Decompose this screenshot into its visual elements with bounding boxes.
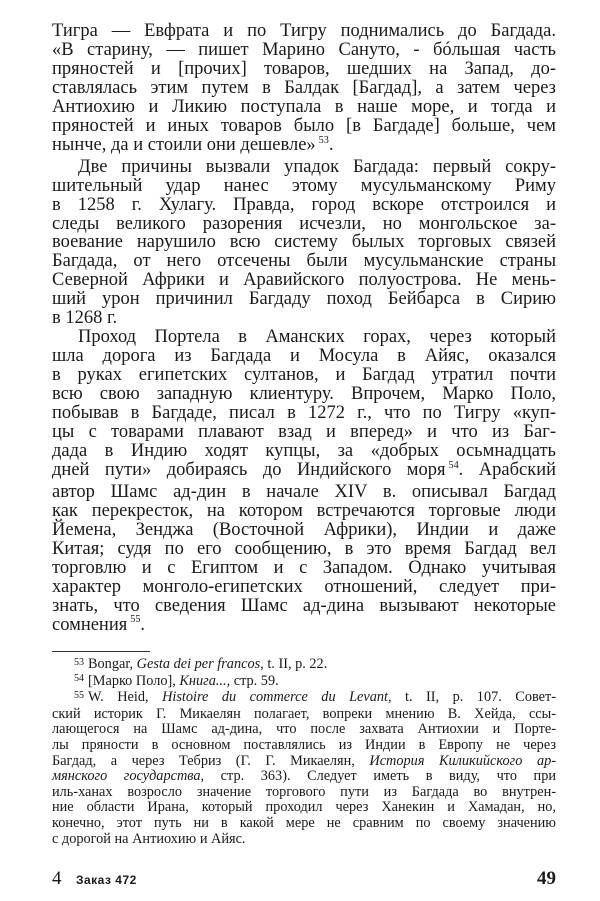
text-line xyxy=(52,41,556,60)
text-line xyxy=(52,442,556,461)
text-line xyxy=(52,60,556,79)
text-line xyxy=(52,328,556,347)
text-run: лы пряности в основном поставлялись из Индии в Европу не через xyxy=(52,736,556,753)
text-run: конечно, этот путь ни в какой мере не сравним по своему значению xyxy=(52,814,556,831)
footnote xyxy=(52,674,556,691)
text-run: иль-ханах возросло значение торгового пути из Багдада во внутрен- xyxy=(52,783,556,800)
text-line xyxy=(52,754,556,770)
text-run: пряностей и [прочих] товаров, шедших на Запад, до- xyxy=(52,58,556,79)
text-run: ший урон причинил Багдаду поход Бейбарса в Сирию xyxy=(52,289,556,310)
printer-signature xyxy=(52,868,137,890)
italic-title: История Киликийского ар- xyxy=(369,752,556,769)
text-run: побывав в Багдаде, писал в 1272 г., что по Тигру «куп- xyxy=(52,403,556,424)
text-line xyxy=(52,769,556,785)
text-line xyxy=(52,233,556,252)
text-line xyxy=(52,271,556,290)
text-line xyxy=(52,578,556,597)
text-run: с дорогой на Антиохию и Айяс. xyxy=(52,830,246,847)
text-run: t. II, p. 22. xyxy=(263,656,328,672)
text-line xyxy=(52,690,556,707)
text-line xyxy=(52,290,556,309)
text-run: характер монголо-египетских отношений, следует при- xyxy=(52,576,556,597)
footnote-reference: 54 xyxy=(448,459,459,471)
text-run: ский историк Г. Микаелян полагает, вопреки мнению В. Хейда, ссы- xyxy=(52,705,556,722)
footnote-reference: 55 xyxy=(74,689,84,701)
text-line xyxy=(52,385,556,404)
text-line xyxy=(52,800,556,816)
text-run: [Марко Поло], xyxy=(88,672,180,689)
text-line xyxy=(52,215,556,234)
text-run: ставлялась этим путем в Балдак [Багдад], а затем через xyxy=(52,77,556,98)
text-run: «В старину, — пишет Марино Сануто, - бóльшая часть xyxy=(52,39,556,60)
text-run: Две причины вызвали упадок Багдада: первый сокру- xyxy=(78,156,556,177)
italic-title: Gesta dei per francos, xyxy=(136,656,264,672)
text-run: Китая; судя по его сообщению, в это время Багдад вел xyxy=(52,538,556,559)
footnote xyxy=(52,690,556,847)
text-line xyxy=(52,674,556,691)
text-run: Багдад, а через Тебриз (Г. Г. Микаелян, xyxy=(52,752,370,769)
text-line xyxy=(52,540,556,559)
text-line xyxy=(52,98,556,117)
text-line xyxy=(52,483,556,502)
page-number: 49 xyxy=(537,868,556,889)
text-run: торговлю и с Египтом и с Западом. Однако учитывая xyxy=(52,557,556,578)
text-line xyxy=(52,22,556,41)
text-run: цы с товарами плавают взад и вперед» и что из Баг- xyxy=(52,422,556,443)
text-run: . xyxy=(328,134,334,155)
text-line xyxy=(52,597,556,616)
text-line xyxy=(52,252,556,271)
text-line xyxy=(52,347,556,366)
text-run: шительный удар нанес этому мусульманскому Риму xyxy=(52,175,556,196)
text-line xyxy=(52,158,556,177)
text-line xyxy=(52,177,556,196)
text-line xyxy=(52,707,556,723)
text-line xyxy=(52,461,556,483)
text-run: . xyxy=(140,614,146,635)
italic-title: Книга..., xyxy=(179,672,231,689)
italic-title: мянского государства, xyxy=(52,768,205,785)
text-run: Йемена, Зенджа (Восточной Африки), Индии и даже xyxy=(52,519,556,540)
text-run: в 1268 г. xyxy=(52,308,118,329)
footnote-separator xyxy=(52,651,150,652)
text-run: ние области Ирана, который проходил через Ханекин и Хамадан, но, xyxy=(52,799,556,816)
text-line xyxy=(52,366,556,385)
text-run: Багдада, от него отсечены были мусульманские страны xyxy=(52,251,556,272)
text-run: Тигра — Евфрата и по Тигру поднимались до Багдада. xyxy=(52,21,556,41)
text-line xyxy=(52,423,556,442)
footnote-reference: 53 xyxy=(74,656,84,668)
text-line xyxy=(52,117,556,136)
text-line xyxy=(52,521,556,540)
text-line xyxy=(52,657,556,674)
text-line xyxy=(52,816,556,832)
text-run: Проход Портела в Аманских горах, через который xyxy=(78,327,556,348)
text-line xyxy=(52,722,556,738)
text-run: знать, что сведения Шамс ад-дина вызывают некоторые xyxy=(52,595,556,616)
text-run: Антиохию и Ликию поступала в наше море, и тогда и xyxy=(52,96,556,117)
body-text xyxy=(52,22,556,638)
text-run: нынче, да и стоили они дешевле» xyxy=(52,134,316,155)
footnotes xyxy=(52,657,556,847)
text-run: . Арабский xyxy=(458,459,557,480)
text-run: воевание нарушило всю систему былых торговых связей xyxy=(52,232,556,253)
text-run: Северной Африки и Аравийского полуострова. Не мень- xyxy=(52,270,556,291)
footnote xyxy=(52,657,556,674)
footnote-reference: 53 xyxy=(318,134,329,146)
text-run: как перекресток, на котором встречаются торговые люди xyxy=(52,500,556,521)
text-line xyxy=(52,309,556,328)
paragraph xyxy=(52,328,556,637)
text-run: шла дорога из Багдада и Мосула в Айяс, оказался xyxy=(52,346,556,367)
italic-title: Histoire du commerce du Levant, xyxy=(162,689,392,706)
paragraph xyxy=(52,22,556,158)
paragraph xyxy=(52,158,556,329)
text-line xyxy=(52,136,556,158)
text-line xyxy=(52,196,556,215)
text-run: стр. 363). Следует иметь в виду, что при xyxy=(204,768,556,785)
text-run: всю свою западную клиентуру. Впрочем, Марко Поло, xyxy=(52,384,556,405)
text-line xyxy=(52,502,556,521)
text-run: пряностей и иных товаров было [в Багдаде] больше, чем xyxy=(52,115,556,136)
text-run: t. II, p. 107. Совет- xyxy=(391,689,556,706)
footnote-reference: 55 xyxy=(130,614,141,626)
order-number: Заказ 472 xyxy=(75,873,137,887)
text-run: в 1258 г. Хулагу. Правда, город вскоре отстроился и xyxy=(52,194,556,215)
text-run: Bongar, xyxy=(88,656,137,672)
text-line xyxy=(52,616,556,638)
text-run: лающегося на Шамс ад-дина, что после захвата Антиохии и Порте- xyxy=(52,721,556,738)
text-line xyxy=(52,832,556,848)
text-run: в руках египетских султанов, и Багдад утратил почти xyxy=(52,365,556,386)
footnote-reference: 54 xyxy=(74,673,84,685)
signature-number: 4 xyxy=(52,868,62,889)
text-run: следы великого разорения исчезли, но монгольское за- xyxy=(52,213,556,234)
text-run: стр. 59. xyxy=(230,672,279,689)
text-run: W. Heid, xyxy=(88,689,163,706)
text-line xyxy=(52,404,556,423)
text-run: сомнения xyxy=(52,614,128,635)
text-run: автор Шамс ад-дин в начале XIV в. описывал Багдад xyxy=(52,481,556,502)
text-run: дней пути» добираясь до Индийского моря xyxy=(52,459,446,480)
text-line xyxy=(52,785,556,801)
text-line xyxy=(52,559,556,578)
text-line xyxy=(52,79,556,98)
text-line xyxy=(52,738,556,754)
text-run: дада в Индию ходят купцы, за «добрых осьмнадцать xyxy=(52,440,556,461)
